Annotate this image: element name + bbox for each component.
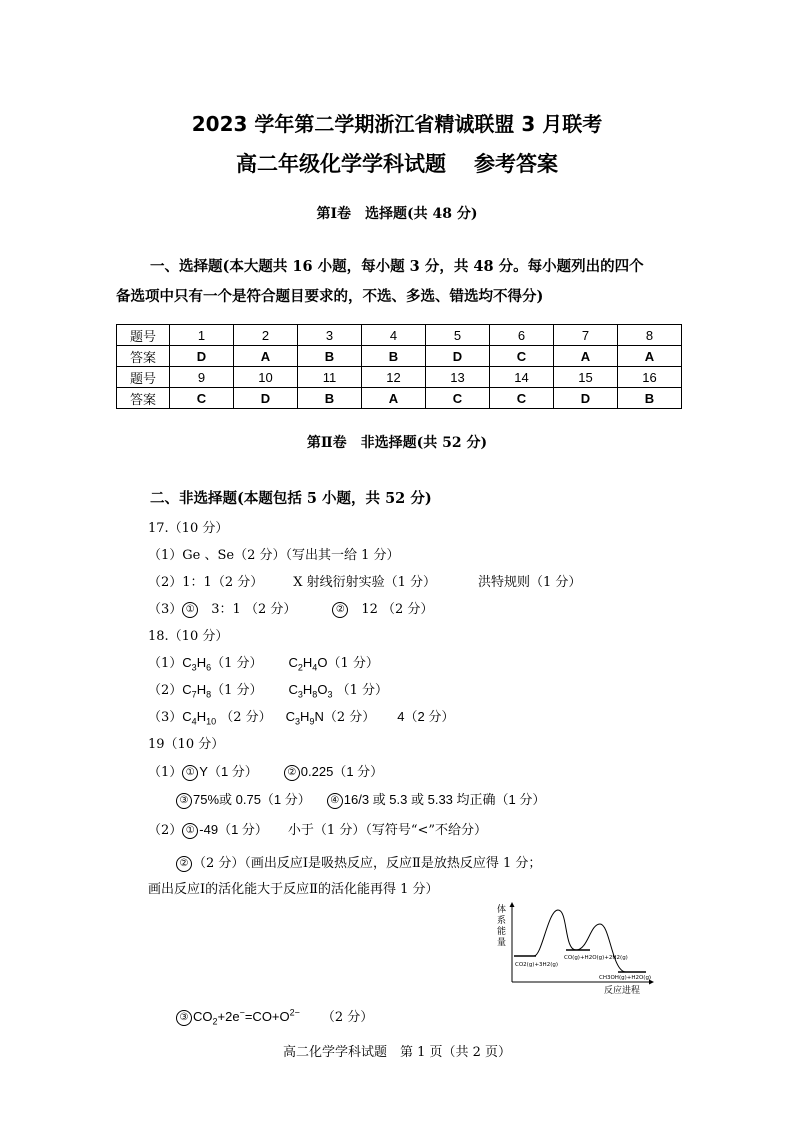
y-axis-arrow-icon — [510, 902, 515, 907]
q17-2a: （2）1：1（2 分） — [148, 575, 264, 590]
label-end: CH3OH(g)+H2O(g) — [599, 975, 652, 981]
page-footer: 高二化学学科试题 第 1 页（共 2 页） — [282, 1045, 512, 1060]
circled-3-icon: ③ — [176, 1010, 192, 1026]
circled-1-icon: ① — [182, 765, 198, 781]
q19-2c-line1: （2 分）（画出反应Ⅰ是吸热反应，反应Ⅱ是放热反应得 1 分； — [193, 856, 542, 871]
circled-2-icon: ② — [176, 856, 192, 872]
answer-cell: B — [298, 346, 362, 367]
answer-cell: B — [618, 388, 682, 409]
q19-answer-2d — [176, 1006, 373, 1027]
circled-1-icon: ① — [182, 602, 198, 618]
answer-cell: C — [426, 388, 490, 409]
q17-3-label: （3） — [148, 602, 183, 617]
q17-2c: 洪特规则（1 分） — [478, 575, 582, 590]
answer-cell: A — [362, 388, 426, 409]
q17-heading: 17.（10 分） — [148, 521, 229, 536]
circled-4-icon: ④ — [327, 793, 343, 809]
y-axis-label-char: 能 — [497, 927, 507, 937]
question-number: 13 — [426, 367, 490, 388]
table-row — [117, 325, 682, 346]
formula: $C_3H_8O_3$ — [288, 682, 333, 700]
score: （1 分） — [332, 683, 388, 698]
y-axis-label-char: 量 — [497, 938, 507, 948]
q18-1-label: （1） — [148, 656, 183, 671]
q17-answer-2 — [148, 571, 581, 590]
label-mid: CO(g)+H2O(g)+2H2(g) — [564, 955, 628, 961]
energy-profile-diagram — [494, 900, 664, 996]
y-axis-label-char: 系 — [497, 916, 507, 926]
exam-title: 2023 学年第二学期浙江省精诚联盟 3 月联考 — [191, 112, 603, 136]
answer-label: 答案 — [117, 346, 170, 367]
score: （2 分） — [323, 710, 376, 725]
q19-answer-1cd — [176, 789, 545, 809]
part1-instruction-line1: 一、选择题(本大题共 16 小题，每小题 3 分，共 48 分。每小题列出的四个 — [150, 258, 644, 275]
answer-cell: B — [362, 346, 426, 367]
answer-cell: D — [234, 388, 298, 409]
q18-3c: 4（2 分） — [397, 709, 455, 724]
question-number: 1 — [170, 325, 234, 346]
answer-cell: A — [618, 346, 682, 367]
formula: $C_7H_8$ — [182, 682, 212, 700]
q18-3-label: （3） — [148, 710, 183, 725]
formula: $C_2H_4O$ — [288, 655, 328, 673]
x-axis-label: 反应进程 — [604, 986, 641, 996]
question-number: 10 — [234, 367, 298, 388]
question-number: 2 — [234, 325, 298, 346]
equation: $CO_2+2e^-=CO+O^{2-}$ — [193, 1007, 300, 1027]
part1-title: 第Ⅰ卷 选择题(共 48 分) — [316, 206, 478, 222]
q19-answer-2c — [176, 852, 541, 872]
score: （2 分） — [216, 710, 272, 725]
part2-title: 第Ⅱ卷 非选择题(共 52 分) — [306, 435, 488, 451]
answer-cell: B — [298, 388, 362, 409]
score: （2 分） — [321, 1010, 374, 1025]
q19-answer-2 — [148, 819, 487, 839]
answer-key-label: 参考答案 — [474, 152, 558, 176]
q18-answer-1 — [148, 652, 379, 673]
question-number: 6 — [490, 325, 554, 346]
subject-title: 高二年级化学学科试题 — [236, 152, 446, 176]
q18-answer-3 — [148, 706, 454, 727]
circled-2-icon: ② — [332, 602, 348, 618]
circled-1-icon: ① — [182, 823, 198, 839]
question-number: 11 — [298, 367, 362, 388]
score: （1 分） — [211, 683, 263, 698]
q18-heading: 18.（10 分） — [148, 629, 229, 644]
question-label: 题号 — [117, 367, 170, 388]
q17-3a: 3：1 （2 分） — [211, 602, 297, 617]
q19-2a: -49（1 分） — [199, 822, 268, 837]
formula: $C_3H_9N$ — [285, 709, 324, 727]
question-number: 14 — [490, 367, 554, 388]
label-start: CO2(g)+3H2(g) — [515, 962, 558, 968]
question-number: 12 — [362, 367, 426, 388]
formula: $C_4H_{10}$ — [182, 709, 217, 727]
answer-table — [116, 324, 682, 409]
question-number: 4 — [362, 325, 426, 346]
exam-subtitle — [0, 148, 794, 178]
circled-3-icon: ③ — [176, 793, 192, 809]
q17-2b: X 射线衍射实验（1 分） — [293, 575, 437, 590]
y-axis-label-char: 体 — [497, 905, 507, 915]
q19-2b: 小于（1 分）（写符号“<”不给分） — [287, 823, 488, 838]
q17-answer-1: （1）Ge 、Se（2 分）（写出其一给 1 分） — [148, 548, 400, 563]
q19-1b: 0.225（1 分） — [300, 764, 384, 779]
answer-cell: D — [554, 388, 618, 409]
q19-2-label: （2） — [148, 823, 183, 838]
question-number: 7 — [554, 325, 618, 346]
question-number: 16 — [618, 367, 682, 388]
table-row — [117, 367, 682, 388]
answer-cell: C — [490, 346, 554, 367]
score: （1 分） — [211, 656, 263, 671]
q19-answer-1 — [148, 761, 383, 781]
answer-cell: A — [234, 346, 298, 367]
answer-cell: D — [170, 346, 234, 367]
question-number: 9 — [170, 367, 234, 388]
score: （1 分） — [327, 656, 379, 671]
circled-2-icon: ② — [284, 765, 300, 781]
answer-cell: A — [554, 346, 618, 367]
answer-cell: C — [170, 388, 234, 409]
q18-answer-2 — [148, 679, 388, 700]
q18-2-label: （2） — [148, 683, 183, 698]
answer-cell: C — [490, 388, 554, 409]
q17-3b: 12 （2 分） — [361, 602, 434, 617]
q19-1-label: （1） — [148, 765, 183, 780]
question-label: 题号 — [117, 325, 170, 346]
question-number: 8 — [618, 325, 682, 346]
question-number: 15 — [554, 367, 618, 388]
table-row — [117, 346, 682, 367]
answer-cell: D — [426, 346, 490, 367]
table-row — [117, 388, 682, 409]
question-number: 3 — [298, 325, 362, 346]
q19-heading: 19（10 分） — [148, 737, 225, 752]
part2-instruction: 二、非选择题(本题包括 5 小题，共 52 分) — [150, 490, 432, 507]
formula: $C_3H_6$ — [182, 655, 212, 673]
q19-1a: Y（1 分） — [199, 764, 258, 779]
q19-1c: 75%或 0.75（1 分） — [193, 792, 311, 807]
q19-1d: 16/3 或 5.3 或 5.33 均正确（1 分） — [343, 792, 546, 807]
q19-answer-2c-line2: 画出反应Ⅰ的活化能大于反应Ⅱ的活化能再得 1 分） — [148, 882, 439, 897]
answer-label: 答案 — [117, 388, 170, 409]
question-number: 5 — [426, 325, 490, 346]
part1-instruction-line2: 备选项中只有一个是符合题目要求的，不选、多选、错选均不得分) — [116, 288, 544, 305]
q17-answer-3 — [148, 598, 433, 618]
